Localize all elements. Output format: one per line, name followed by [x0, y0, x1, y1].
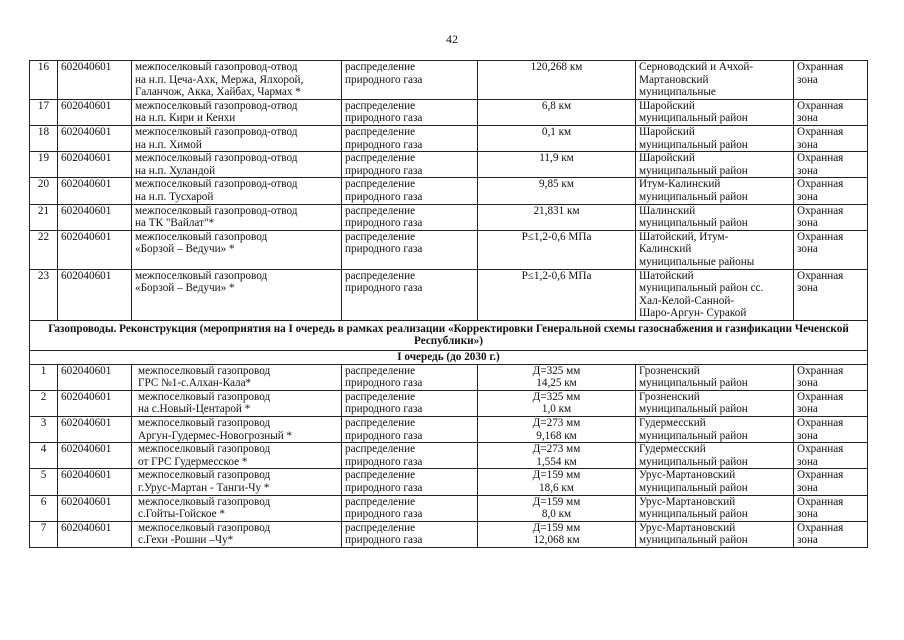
zone-cell: Охранная зона [794, 443, 868, 469]
capacity-cell: 11,9 км [478, 152, 636, 178]
location-cell: Итум-Калинский муниципальный район [636, 178, 794, 204]
code-cell: 602040601 [58, 390, 132, 416]
table-row [30, 417, 868, 443]
location-cell: Грозненский муниципальный район [636, 364, 794, 390]
table-row [30, 204, 868, 230]
row-number-cell: 1 [30, 364, 58, 390]
page-number: 42 [446, 32, 458, 46]
table-body-top [30, 61, 868, 321]
location-cell: Серноводский и Ачхой- Мартановский муниципальные [636, 61, 794, 100]
table-body-bottom [30, 364, 868, 547]
code-cell: 602040601 [58, 230, 132, 269]
purpose-cell: распределение природного газа [342, 125, 478, 151]
table-row [30, 364, 868, 390]
table-row [30, 469, 868, 495]
capacity-cell: Р≤1,2-0,6 МПа [478, 230, 636, 269]
location-cell: Шатойский, Итум- Калинский муниципальные районы [636, 230, 794, 269]
table-section [30, 320, 868, 364]
table-row [30, 178, 868, 204]
object-name-cell: межпоселковый газопровод от ГРС Гудермесское * [132, 443, 342, 469]
object-name-cell: межпоселковый газопровод с.Гойты-Гойское * [132, 495, 342, 521]
zone-cell: Охранная зона [794, 269, 868, 320]
row-number-cell: 20 [30, 178, 58, 204]
capacity-cell: Р≤1,2-0,6 МПа [478, 269, 636, 320]
object-name-cell: межпоселковый газопровод Аргун-Гудермес-Новогрозный * [132, 417, 342, 443]
purpose-cell: распределение природного газа [342, 204, 478, 230]
purpose-cell: распределение природного газа [342, 178, 478, 204]
table-row [30, 125, 868, 151]
table-row [30, 521, 868, 547]
capacity-cell: Д=325 мм 14,25 км [478, 364, 636, 390]
row-number-cell: 22 [30, 230, 58, 269]
code-cell: 602040601 [58, 269, 132, 320]
row-number-cell: 16 [30, 61, 58, 100]
table-row [30, 495, 868, 521]
capacity-cell: Д=159 мм 18,6 км [478, 469, 636, 495]
table-row [30, 390, 868, 416]
table-row [30, 269, 868, 320]
gas-pipeline-table [29, 60, 868, 548]
code-cell: 602040601 [58, 417, 132, 443]
object-name-cell: межпоселковый газопровод с.Гехи -Рошни –Чу* [132, 521, 342, 547]
code-cell: 602040601 [58, 469, 132, 495]
zone-cell: Охранная зона [794, 417, 868, 443]
zone-cell: Охранная зона [794, 469, 868, 495]
location-cell: Гудермесский муниципальный район [636, 443, 794, 469]
zone-cell: Охранная зона [794, 125, 868, 151]
purpose-cell: распределение природного газа [342, 469, 478, 495]
row-number-cell: 17 [30, 99, 58, 125]
code-cell: 602040601 [58, 152, 132, 178]
object-name-cell: межпоселковый газопровод-отвод на н.п. Химой [132, 125, 342, 151]
capacity-cell: 21,831 км [478, 204, 636, 230]
purpose-cell: распределение природного газа [342, 364, 478, 390]
code-cell: 602040601 [58, 178, 132, 204]
row-number-cell: 5 [30, 469, 58, 495]
object-name-cell: межпоселковый газопровод-отвод на н.п. Тусхарой [132, 178, 342, 204]
row-number-cell: 6 [30, 495, 58, 521]
row-number-cell: 4 [30, 443, 58, 469]
location-cell: Шалинский муниципальный район [636, 204, 794, 230]
capacity-cell: Д=159 мм 8,0 км [478, 495, 636, 521]
capacity-cell: Д=273 мм 1,554 км [478, 443, 636, 469]
capacity-cell: 9,85 км [478, 178, 636, 204]
code-cell: 602040601 [58, 521, 132, 547]
purpose-cell: распределение природного газа [342, 61, 478, 100]
purpose-cell: распределение природного газа [342, 443, 478, 469]
capacity-cell: Д=159 мм 12,068 км [478, 521, 636, 547]
location-cell: Шаройский муниципальный район [636, 99, 794, 125]
object-name-cell: межпоселковый газопровод-отвод на н.п. Хуландой [132, 152, 342, 178]
zone-cell: Охранная зона [794, 99, 868, 125]
code-cell: 602040601 [58, 364, 132, 390]
location-cell: Урус-Мартановский муниципальный район [636, 495, 794, 521]
object-name-cell: межпоселковый газопровод-отвод на н.п. Кири и Кенхи [132, 99, 342, 125]
location-cell: Шаройский муниципальный район [636, 125, 794, 151]
capacity-cell: Д=325 мм 1,0 км [478, 390, 636, 416]
object-name-cell: межпоселковый газопровод «Борзой – Ведучи» * [132, 230, 342, 269]
location-cell: Урус-Мартановский муниципальный район [636, 521, 794, 547]
table-row [30, 61, 868, 100]
row-number-cell: 19 [30, 152, 58, 178]
subsection-title: I очередь (до 2030 г.) [30, 351, 868, 365]
zone-cell: Охранная зона [794, 178, 868, 204]
section-row [30, 320, 868, 350]
object-name-cell: межпоселковый газопровод г.Урус-Мартан - Танги-Чу * [132, 469, 342, 495]
table-row [30, 230, 868, 269]
code-cell: 602040601 [58, 61, 132, 100]
zone-cell: Охранная зона [794, 521, 868, 547]
capacity-cell: 120,268 км [478, 61, 636, 100]
location-cell: Шаройский муниципальный район [636, 152, 794, 178]
code-cell: 602040601 [58, 125, 132, 151]
object-name-cell: межпоселковый газопровод ГРС №1-с.Алхан-Кала* [132, 364, 342, 390]
capacity-cell: 0,1 км [478, 125, 636, 151]
row-number-cell: 18 [30, 125, 58, 151]
object-name-cell: межпоселковый газопровод на с.Новый-Центарой * [132, 390, 342, 416]
location-cell: Грозненский муниципальный район [636, 390, 794, 416]
object-name-cell: межпоселковый газопровод-отвод на н.п. Цеча-Ахк, Мержа, Ялхорой, Галанчож, Акка, Хайбах, Чармах * [132, 61, 342, 100]
location-cell: Урус-Мартановский муниципальный район [636, 469, 794, 495]
code-cell: 602040601 [58, 99, 132, 125]
zone-cell: Охранная зона [794, 364, 868, 390]
purpose-cell: распределение природного газа [342, 521, 478, 547]
row-number-cell: 7 [30, 521, 58, 547]
purpose-cell: распределение природного газа [342, 390, 478, 416]
zone-cell: Охранная зона [794, 390, 868, 416]
location-cell: Шатойский муниципальный район сс. Хал-Келой-Санной- Шаро-Аргун- Суракой [636, 269, 794, 320]
zone-cell: Охранная зона [794, 230, 868, 269]
purpose-cell: распределение природного газа [342, 230, 478, 269]
object-name-cell: межпоселковый газопровод «Борзой – Ведучи» * [132, 269, 342, 320]
code-cell: 602040601 [58, 443, 132, 469]
row-number-cell: 23 [30, 269, 58, 320]
zone-cell: Охранная зона [794, 152, 868, 178]
zone-cell: Охранная зона [794, 61, 868, 100]
code-cell: 602040601 [58, 495, 132, 521]
capacity-cell: Д=273 мм 9,168 км [478, 417, 636, 443]
row-number-cell: 3 [30, 417, 58, 443]
table-row [30, 443, 868, 469]
section-title: Газопроводы. Реконструкция (мероприятия на I очередь в рамках реализации «Корректировки Генеральной схемы газоснабжения и газификации Чеченской Республики») [30, 320, 868, 350]
row-number-cell: 2 [30, 390, 58, 416]
object-name-cell: межпоселковый газопровод-отвод на ТК "Вайлат"* [132, 204, 342, 230]
table-row [30, 99, 868, 125]
capacity-cell: 6,8 км [478, 99, 636, 125]
subsection-row [30, 351, 868, 365]
purpose-cell: распределение природного газа [342, 269, 478, 320]
purpose-cell: распределение природного газа [342, 99, 478, 125]
location-cell: Гудермесский муниципальный район [636, 417, 794, 443]
zone-cell: Охранная зона [794, 495, 868, 521]
purpose-cell: распределение природного газа [342, 417, 478, 443]
purpose-cell: распределение природного газа [342, 495, 478, 521]
code-cell: 602040601 [58, 204, 132, 230]
table-row [30, 152, 868, 178]
zone-cell: Охранная зона [794, 204, 868, 230]
purpose-cell: распределение природного газа [342, 152, 478, 178]
row-number-cell: 21 [30, 204, 58, 230]
